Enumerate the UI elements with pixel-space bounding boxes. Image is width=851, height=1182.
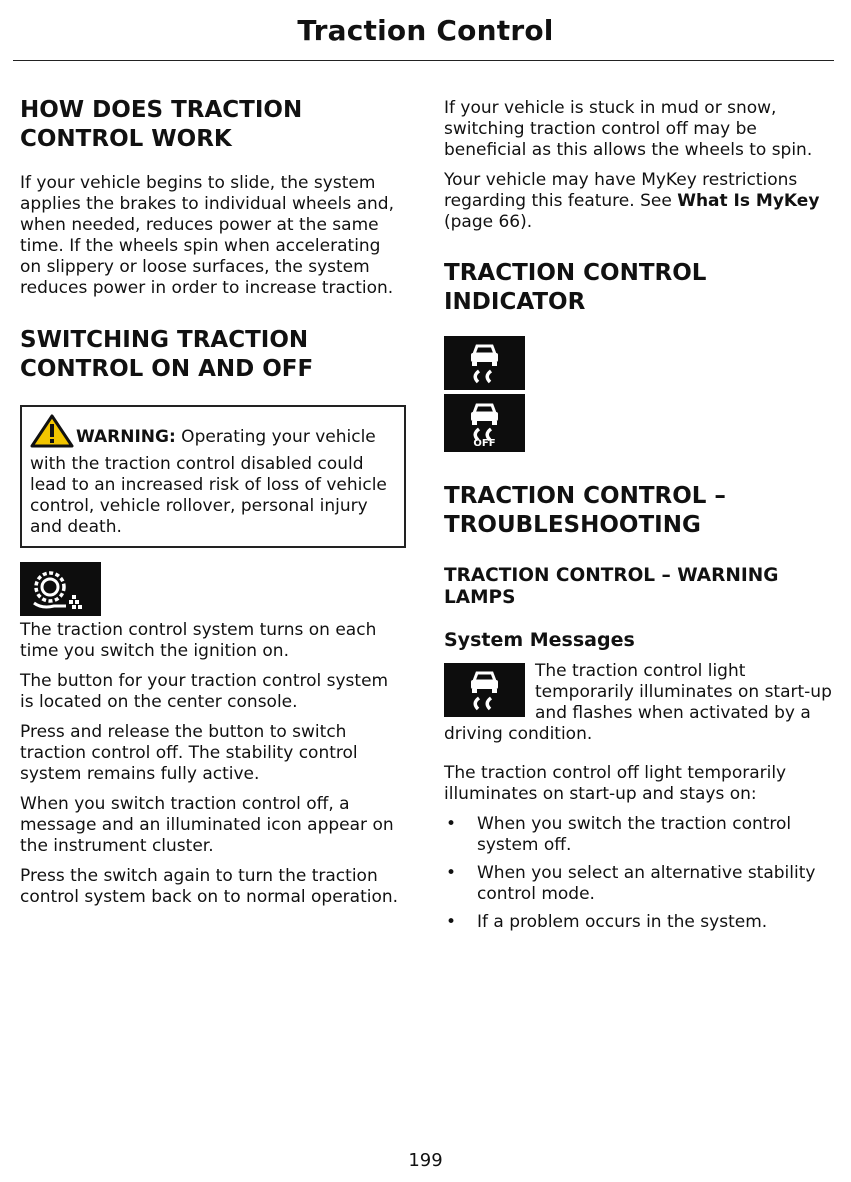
paragraph-traction-light: The traction control light temporarily illuminates on start-up and flashes when activated by a driving condition. [444,661,832,744]
bullet-glyph: • [446,912,457,932]
bullet-text: When you select an alternative stability control mode. [477,863,816,904]
page-number: 199 [408,1150,443,1171]
right-column [444,98,834,940]
page-title: Traction Control [297,14,554,47]
paragraph-message-icon: When you switch traction control off, a message and an illuminated icon appear on the instrument cluster. [20,794,394,856]
mykey-text-post: (page 66). [444,212,533,232]
traction-indicator-icon [444,336,525,390]
paragraph-stuck: If your vehicle is stuck in mud or snow, switching traction control off may be beneficial as this allows the wheels to spin. [444,98,813,160]
heading-warning-lamps: TRACTION CONTROL – WARNING LAMPS [444,565,779,608]
paragraph-ignition: The traction control system turns on each time you switch the ignition on. [20,620,377,661]
mykey-text-pre: Your vehicle may have MyKey restrictions regarding this feature. See [444,170,798,211]
paragraph-how: If your vehicle begins to slide, the system applies the brakes to individual wheels and, when needed, reduces power at the same time. If the wheels spin when accelerating on slippery or loose surfaces, the system reduces power in order to increase traction. [20,173,394,298]
heading-how-traction-control-works: HOW DOES TRACTION CONTROL WORK [20,97,303,152]
list-item [444,912,834,933]
warning-label: WARNING: [76,427,176,447]
off-label: OFF [473,438,496,449]
paragraph-press-again: Press the switch again to turn the traction control system back on to normal operation. [20,866,399,907]
heading-switching: SWITCHING TRACTION CONTROL ON AND OFF [20,327,314,382]
heading-indicator: TRACTION CONTROL INDICATOR [444,260,707,315]
title-rule [13,60,834,61]
warning-text: Operating your vehicle with the traction control disabled could lead to an increased risk of loss of vehicle control, vehicle rollover, personal injury and death. [30,427,387,537]
list-item [444,814,834,856]
heading-system-messages: System Messages [444,629,635,651]
bullet-glyph: • [446,863,457,883]
warning-box [20,405,406,548]
paragraph-off-light: The traction control off light temporarily illuminates on start-up and stays on: [444,763,787,804]
traction-indicator-icon [444,663,525,717]
heading-troubleshooting: TRACTION CONTROL – TROUBLESHOOTING [444,483,726,538]
bullet-text: If a problem occurs in the system. [477,912,768,932]
paragraph-mykey [444,170,834,233]
bullet-glyph: • [446,814,457,834]
paragraph-press-release: Press and release the button to switch traction control off. The stability control system remains fully active. [20,722,358,784]
mykey-link[interactable]: What Is MyKey [677,191,820,211]
traction-off-indicator-icon [444,394,525,452]
bullet-text: When you switch the traction control system off. [477,814,792,855]
paragraph-button-location: The button for your traction control system is located on the center console. [20,671,389,712]
off-light-bullet-list [444,814,834,933]
traction-light-block [444,661,834,745]
list-item [444,863,834,905]
warning-triangle-icon [30,414,74,454]
left-column [20,96,406,908]
traction-button-icon [20,562,101,616]
